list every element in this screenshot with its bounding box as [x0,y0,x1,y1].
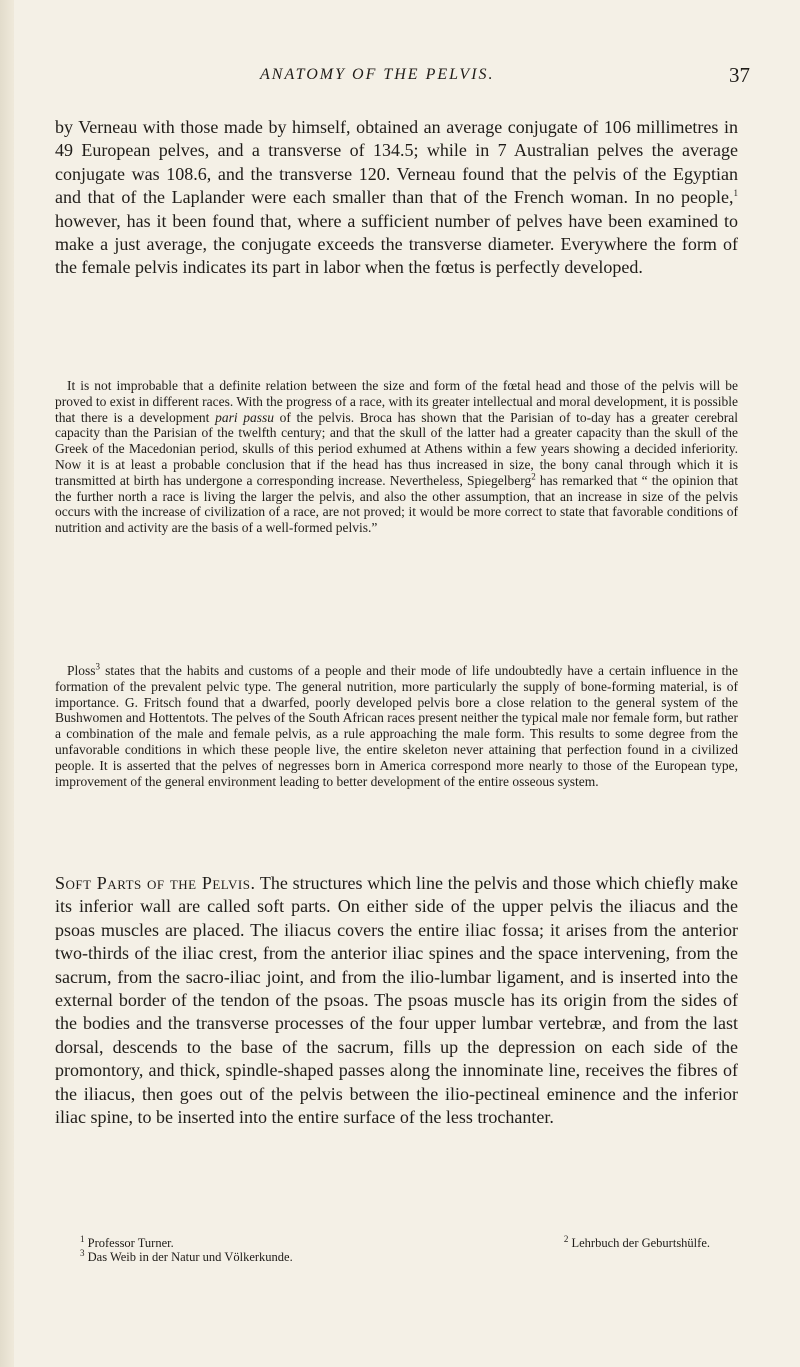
para2-text-a: It is not improbable that a definite relation between the size and form of the fœtal head and those of the pelvis will be proved to exist in different races. With the progress of a race, with its greater intellectual and moral development, it is possible that there is a development [55,378,738,425]
footnote-3-text: Das Weib in der Natur und Völkerkunde. [87,1250,293,1264]
footnote-3-mark: 3 [80,1247,85,1258]
footnote-2-mark: 2 [563,1233,569,1244]
footnotes [80,1233,720,1264]
footnote-1-mark: 1 [80,1233,85,1244]
footnote-1-text: Professor Turner. [87,1236,174,1250]
footnote-3 [80,1247,720,1264]
footnote-ref-2: 2 [531,471,536,482]
footnote-row [80,1233,720,1250]
paragraph-1 [55,116,738,280]
running-header [120,63,750,90]
page-gutter [0,0,14,1367]
paragraph-3 [55,663,738,789]
paragraph-2 [55,378,738,536]
para2-italic: pari passu [215,409,274,425]
para3-text-a: Ploss [67,663,96,678]
footnote-2-text: Lehrbuch der Geburtshülfe. [571,1236,710,1250]
footnote-1 [80,1233,174,1250]
footnote-ref-1: 1 [733,188,738,199]
footnote-ref-3: 3 [95,661,101,672]
para2-text-c: has remarked that “ the opinion that the further north a race is living the larger the pelvis, and also the other assumption, that an increase in size of the pelvis occurs with the increase of civilization of a race, are not proved; it would be more correct to state that favorable conditions of nutrition and activity are the basis of a well-formed pelvis.” [55,472,739,536]
footnote-2 [563,1233,710,1250]
section-heading: Soft Parts of the Pelvis. [55,873,256,893]
page-number: 37 [729,63,750,87]
para1-text-after: however, has it been found that, where a sufficient number of pelves have been examined to make a just average, the conjugate exceeds the transverse diameter. Everywhere the form of the female pelvis indicates its part in labor when the fœtus is perfectly developed. [55,210,738,278]
para2-text-b: of the pelvis. Broca has shown that the Parisian of to-day has a greater cerebral capacity than the Parisian of the twelfth century; and that the skull of the latter had a greater capacity than the skull of the Greek of the Macedonian period, skulls of this period exhumed at Athens within a few years showing a decided inferiority. Now it is at least a probable conclusion that if the head has thus increased in size, the bony canal through which it is transmitted at birth has undergone a corresponding increase. Nevertheless, Spiegelberg [55,409,738,488]
para3-text-b: states that the habits and customs of a people and their mode of life undoubtedly have a certain influence in the formation of the prevalent pelvic type. The general nutrition, more particularly the supply of bone-forming material, is of importance. G. Fritsch found that a dwarfed, poorly developed pelvis bore a close relation to the general system of the Bushwomen and Hottentots. The pelves of the South African races present neither the typical male nor female form, but rather a combination of the male and female pelvis, as a rule approaching the male form. This results to some degree from the unfavorable conditions in which these people live, the entire skeleton never attaining that perfection found in a civilized people. It is asserted that the pelves of negresses born in America correspond more nearly to those of the European type, improvement of the general environment leading to better development of the entire osseous system. [55,663,738,789]
para4-text: The structures which line the pelvis and those which chiefly make its inferior wall are called soft parts. On either side of the upper pelvis the iliacus and the psoas muscles are placed. The iliacus covers the entire iliac fossa; it arises from the anterior two-thirds of the iliac crest, from the anterior iliac spines and the space intervening, from the sacrum, from the sacro-iliac joint, and from the ilio-lumbar ligament, and is inserted into the external border of the tendon of the psoas. The psoas muscle has its origin from the sides of the bodies and the transverse processes of the four upper lumbar vertebræ, and from the last dorsal, descends to the base of the sacrum, fills up the depression on each side of the promontory, and thick, spindle-shaped passes along the innominate line, receives the fibres of the iliacus, then goes out of the pelvis between the ilio-pectineal eminence and the inferior iliac spine, to be inserted into the entire surface of the less trochanter. [55,873,738,1128]
para1-text: by Verneau with those made by himself, obtained an average conjugate of 106 millimetres in 49 European pelves, and a transverse of 134.5; while in 7 Australian pelves the average conjugate was 108.6, and the transverse 120. Verneau found that the pelvis of the Egyptian and that of the Laplander were each smaller than that of the French woman. In no people, [55,117,738,208]
running-title: ANATOMY OF THE PELVIS. [260,66,495,83]
paragraph-4 [55,872,738,1129]
